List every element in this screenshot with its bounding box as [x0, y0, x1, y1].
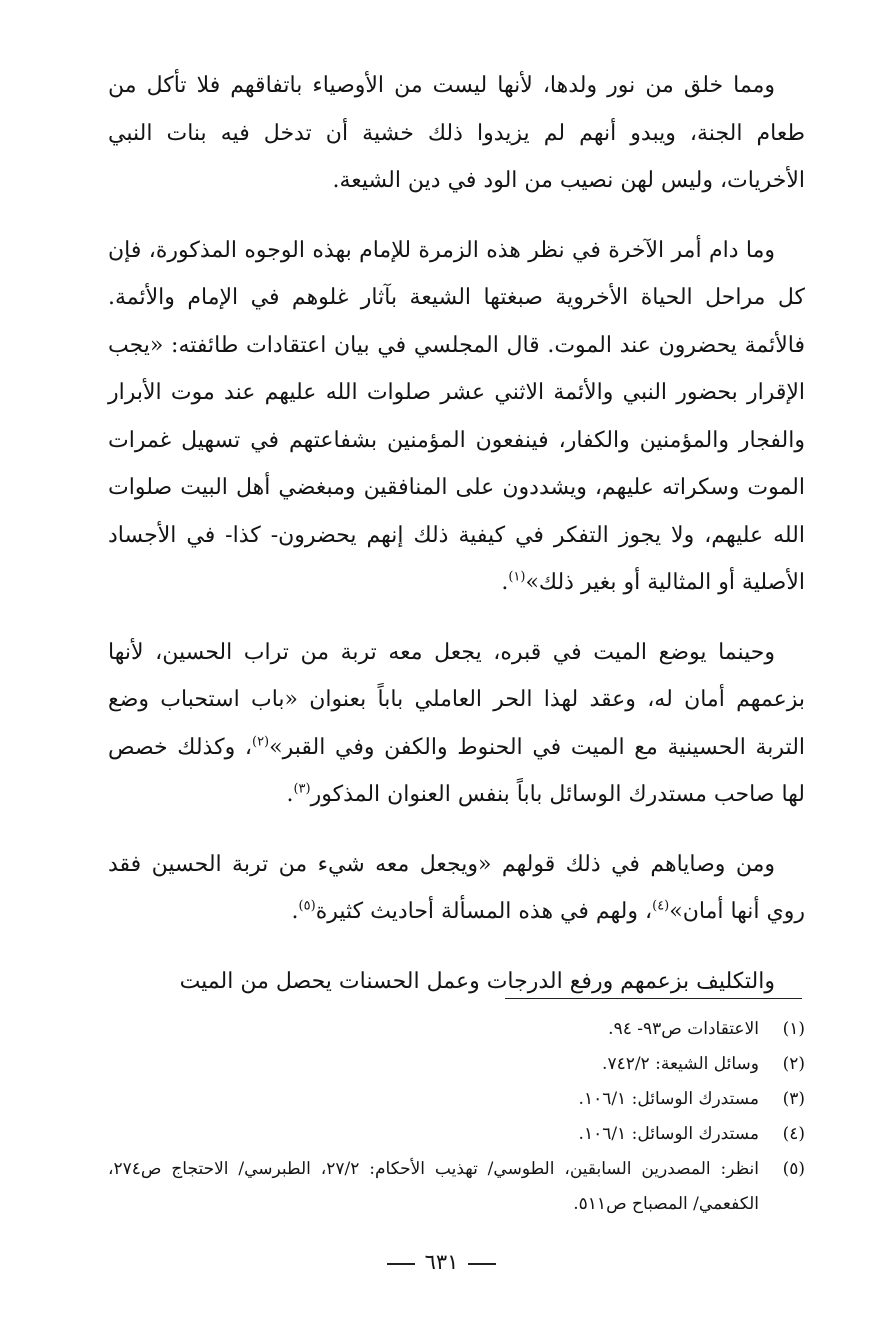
paragraph-4 — [108, 841, 805, 936]
footnote-text: مستدرك الوسائل: ١٠٦/١. — [578, 1089, 759, 1109]
footnote-text: وسائل الشيعة: ٧٤٢/٢. — [602, 1054, 759, 1074]
footnote-divider — [505, 998, 802, 999]
paragraph-1-text: ومما خلق من نور ولدها، لأنها ليست من الأوصياء باتفاقهم فلا تأكل من طعام الجنة، ويبدو أنهم لم يزيدوا ذلك خشية أن تدخل فيه بنات النبي الأخريات، وليس لهن نصيب من الود في دين الشيعة. — [108, 73, 805, 193]
paragraph-4-text-a: ومن وصاياهم في ذلك قولهم «ويجعل معه شيء من تربة الحسين فقد روي أنها أمان» — [108, 851, 805, 924]
paragraph-2-text: وما دام أمر الآخرة في نظر هذه الزمرة للإمام بهذه الوجوه المذكورة، فإن كل مراحل الحياة الأخروية صبغتها الشيعة بآثار غلوهم في الإمام والأئمة. فالأئمة يحضرون عند الموت. قال المجلسي في بيان اعتقادات طائفته: «يجب الإقرار بحضور النبي والأئمة الاثني عشر صلوات الله عليهم عند موت الأبرار والفجار والمؤمنين والكفار، فينفعون المؤمنين بشفاعتهم في تسهيل غمرات الموت وسكراته عليهم، ويشددون على المنافقين ومبغضي أهل البيت صلوات الله عليهم، ولا يجوز التفكر في كيفية ذلك إنهم يحضرون- كذا- في الأجساد الأصلية أو المثالية أو بغير ذلك» — [108, 237, 805, 595]
paragraph-1 — [108, 62, 805, 205]
paragraph-3-text-a: وحينما يوضع الميت في قبره، يجعل معه تربة من تراب الحسين، لأنها بزعمهم أمان له، وعقد لهذا الحر العاملي باباً بعنوان «باب استحباب وضع التربة الحسينية مع الميت في الحنوط والكفن وفي القبر» — [108, 639, 806, 760]
paragraph-3-text-b: ، وكذلك خصص لها صاحب مستدرك الوسائل باباً بنفس العنوان المذكور — [108, 734, 805, 807]
footnote-number: (٣) — [782, 1089, 805, 1109]
footnote-2 — [108, 1047, 805, 1082]
footnote-number: (١) — [782, 1019, 805, 1039]
page-number-dash — [387, 1263, 415, 1265]
footnote-number: (٥) — [782, 1159, 805, 1179]
footnote-5 — [108, 1152, 805, 1222]
footnote-marker-3[interactable]: (٣) — [293, 781, 311, 797]
paragraph-4-tail: . — [291, 899, 299, 924]
paragraph-3-tail: . — [286, 782, 294, 807]
footnote-1 — [108, 1012, 805, 1047]
page-number-value: ٦٣١ — [424, 1250, 459, 1274]
footnote-number: (٤) — [782, 1124, 805, 1144]
paragraph-3 — [108, 629, 805, 819]
footnote-text: انظر: المصدرين السابقين، الطوسي/ تهذيب الأحكام: ٢٧/٢، الطبرسي/ الاحتجاج ص٢٧٤، الكفعمي/ المصباح ص٥١١. — [108, 1159, 760, 1214]
footnote-marker-1[interactable]: (١) — [508, 569, 526, 585]
paragraph-2-tail: . — [501, 570, 509, 595]
main-text — [108, 62, 805, 1027]
footnote-4 — [108, 1117, 805, 1152]
footnote-marker-5[interactable]: (٥) — [298, 898, 316, 914]
footnote-marker-2[interactable]: (٢) — [251, 734, 270, 750]
footnote-number: (٢) — [782, 1054, 805, 1074]
paragraph-2 — [108, 227, 805, 607]
paragraph-5-text: والتكليف بزعمهم ورفع الدرجات وعمل الحسنات يحصل من الميت — [179, 968, 775, 994]
footnote-text: مستدرك الوسائل: ١٠٦/١. — [578, 1124, 759, 1144]
footnotes — [108, 1012, 805, 1222]
page-number — [0, 1250, 883, 1274]
paragraph-4-text-b: ، ولهم في هذه المسألة أحاديث كثيرة — [315, 899, 653, 924]
page-number-dash — [468, 1263, 496, 1265]
footnote-marker-4[interactable]: (٤) — [652, 898, 670, 914]
footnote-text: الاعتقادات ص٩٣- ٩٤. — [608, 1019, 759, 1039]
footnote-3 — [108, 1082, 805, 1117]
